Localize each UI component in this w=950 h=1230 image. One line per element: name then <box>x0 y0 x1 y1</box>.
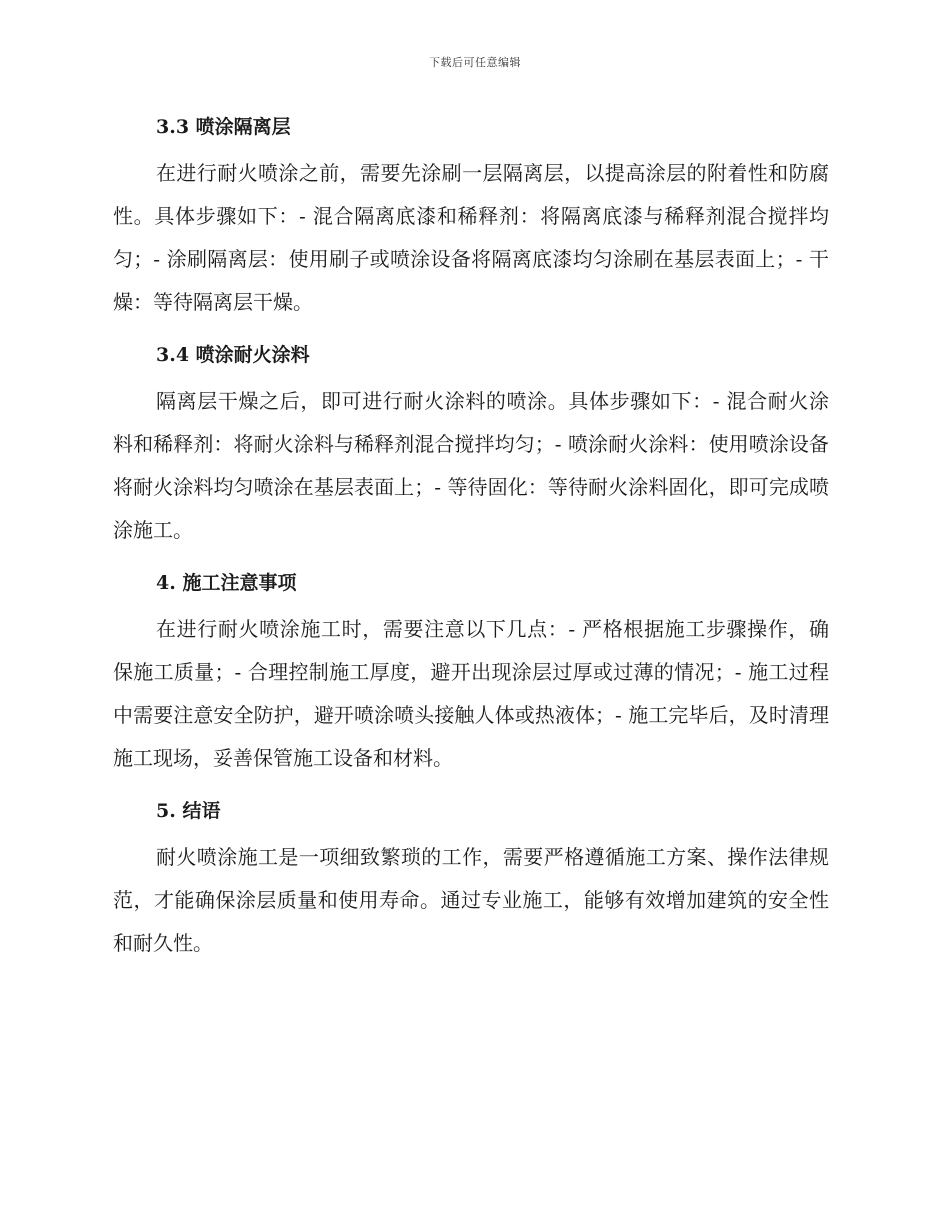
section-heading-3-3: 3.3 喷涂隔离层 <box>156 116 291 138</box>
section-heading-5: 5. 结语 <box>156 800 221 822</box>
section-paragraph-4: 在进行耐火喷涂施工时，需要注意以下几点：- 严格根据施工步骤操作，确保施工质量；- 合理控制施工厚度，避开出现涂层过厚或过薄的情况；- 施工过程中需要注意安全防护，避开喷涂喷头接触人体或热液体；- 施工完毕后，及时清理施工现场，妥善保管施工设备和材料。 <box>113 617 829 770</box>
section-paragraph-3-3: 在进行耐火喷涂之前，需要先涂刷一层隔离层，以提高涂层的附着性和防腐性。具体步骤如下：- 混合隔离底漆和稀释剂：将隔离底漆与稀释剂混合搅拌均匀；- 涂刷隔离层：使用刷子或喷涂设备将隔离底漆均匀涂刷在基层表面上；- 干燥：等待隔离层干燥。 <box>113 161 829 314</box>
section-paragraph-5: 耐火喷涂施工是一项细致繁琐的工作，需要严格遵循施工方案、操作法律规范，才能确保涂层质量和使用寿命。通过专业施工，能够有效增加建筑的安全性和耐久性。 <box>113 845 829 955</box>
section-heading-3-4: 3.4 喷涂耐火涂料 <box>156 344 310 366</box>
section-paragraph-3-4: 隔离层干燥之后，即可进行耐火涂料的喷涂。具体步骤如下：- 混合耐火涂料和稀释剂：将耐火涂料与稀释剂混合搅拌均匀；- 喷涂耐火涂料：使用喷涂设备将耐火涂料均匀喷涂在基层表面上；- 等待固化：等待耐火涂料固化，即可完成喷涂施工。 <box>113 389 829 542</box>
section-heading-4: 4. 施工注意事项 <box>156 572 297 594</box>
document-body <box>113 108 829 977</box>
header-note: 下载后可任意编辑 <box>429 56 521 69</box>
